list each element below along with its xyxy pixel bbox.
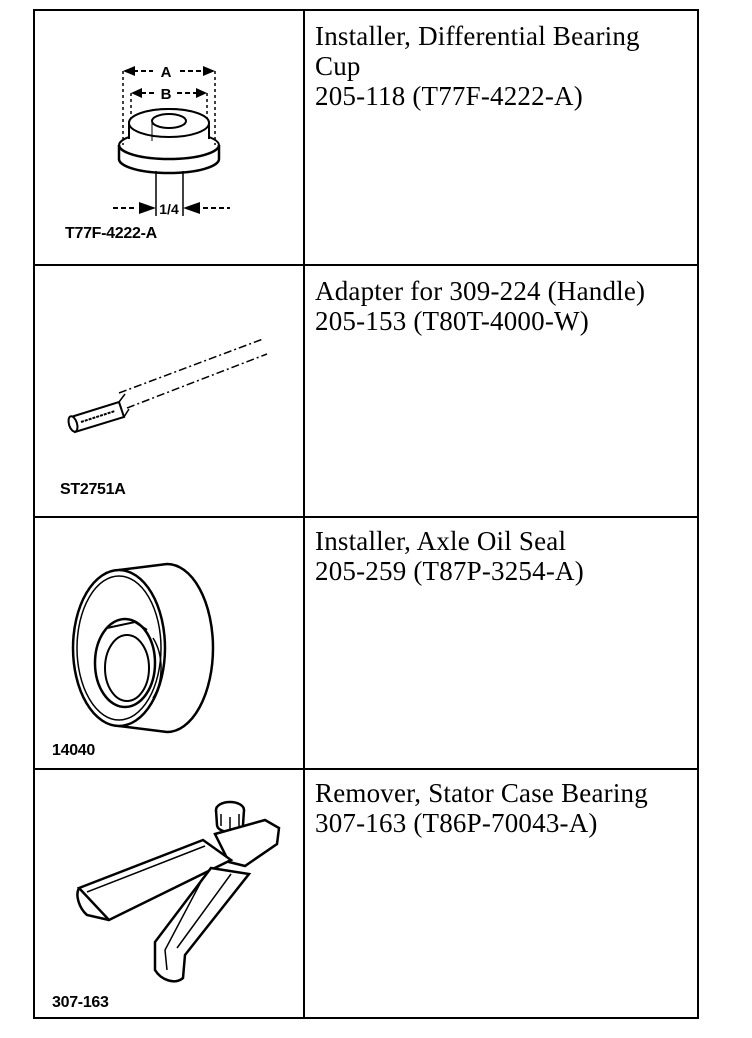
tool-illustration-cell	[35, 11, 303, 264]
stator-bearing-remover-illustration	[35, 770, 303, 1019]
tool-illustration-cell	[35, 770, 303, 1019]
axle-seal-installer-illustration	[35, 518, 303, 768]
tool-description	[315, 276, 695, 336]
tool-code-label: 307-163	[52, 994, 109, 1011]
tool-name-line: Adapter for 309-224 (Handle)	[315, 276, 646, 306]
tool-code-label: 14040	[52, 742, 95, 759]
tool-name-line: Installer, Differential Bearing	[315, 21, 640, 51]
tool-name-line: Remover, Stator Case Bearing	[315, 778, 648, 808]
dimension-quarter: 1/4	[159, 201, 179, 217]
tool-illustration-cell	[35, 266, 303, 516]
tool-description	[315, 21, 695, 111]
tool-number-line: 307-163 (T86P-70043-A)	[315, 808, 598, 838]
tool-code-label: T77F-4222-A	[65, 225, 157, 242]
tool-description	[315, 526, 695, 586]
tool-number-line: 205-153 (T80T-4000-W)	[315, 306, 589, 336]
dimension-b: B	[160, 86, 172, 103]
tool-name-line: Cup	[315, 51, 361, 81]
tool-code-label: ST2751A	[60, 481, 126, 498]
tool-number-line: 205-118 (T77F-4222-A)	[315, 81, 583, 111]
special-tools-table	[33, 9, 699, 1019]
adapter-rod-illustration	[35, 266, 303, 516]
column-divider	[303, 11, 305, 1017]
tool-description	[315, 778, 695, 838]
tool-illustration-cell	[35, 518, 303, 768]
tool-name-line: Installer, Axle Oil Seal	[315, 526, 567, 556]
tool-number-line: 205-259 (T87P-3254-A)	[315, 556, 584, 586]
dimension-a: A	[160, 64, 172, 81]
